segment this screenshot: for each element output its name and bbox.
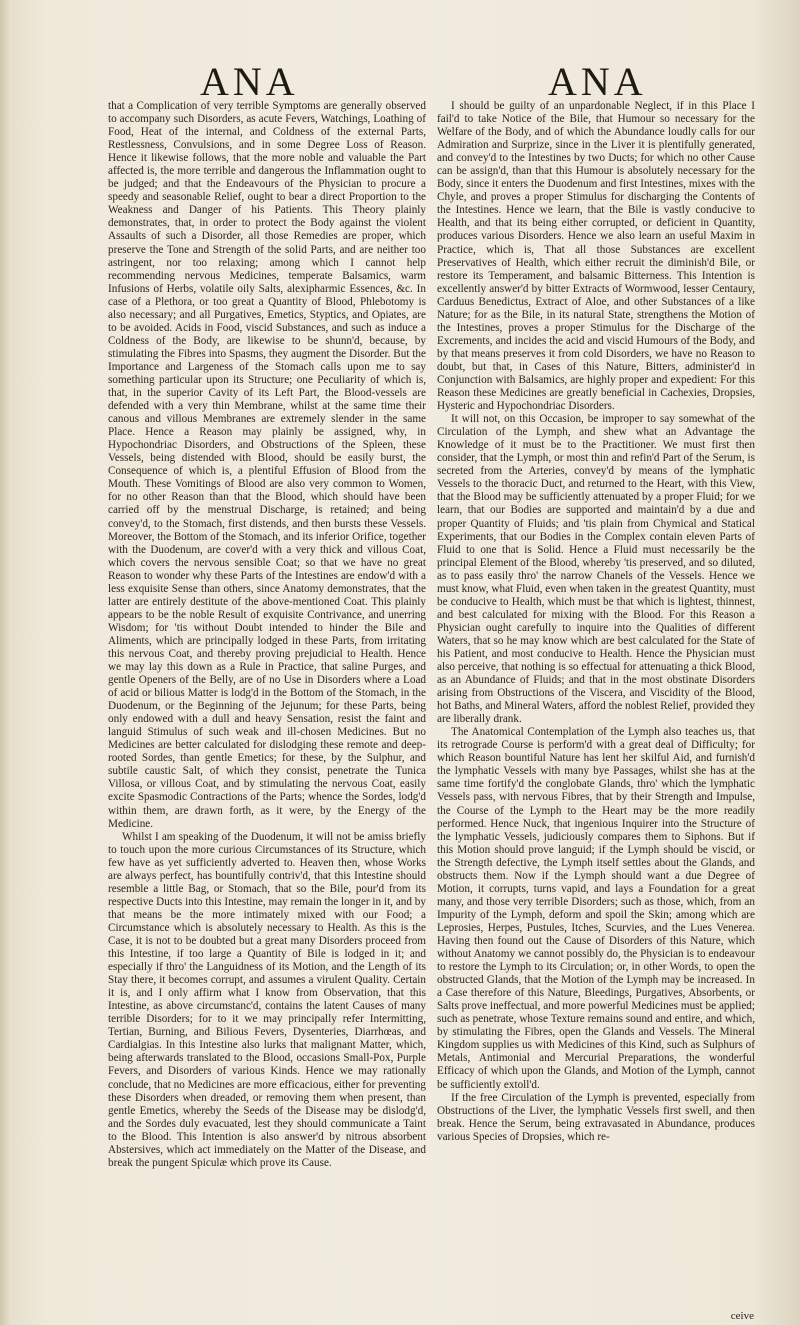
right-paragraph-4: If the free Circulation of the Lymph is prevented, especially from Obstructions of the Liver, the lymphatic Vessels first swell, and then break. Hence the Serum, being extravasated in Abundance, produces various Species of Dropsies, which re- bbox=[437, 1091, 755, 1143]
left-paragraph-2: Whilst I am speaking of the Duodenum, it will not be amiss briefly to touch upon the more curious Circumstances of its Structure, which few have as yet sufficiently adverted to. Heaven then, whose Works are always perfect, has bountifully contriv'd, that this Intestine should resemble a little Bag, or Stomach, that so the Bile, pour'd from its respective Ducts into this Intestine, may remain the longer in it, and by that means be the more intimately mixed with our Food; a Circumstance which is absolutely necessary to Health. As this is the Case, it is not to be doubted but a great many Disorders proceed from this Intestine, if too large a Quantity of Bile is lodged in it; and especially if thro' the Languidness of its Motion, and the Length of its Stay there, it becomes corrupt, and assumes a virulent Quality. Certain it is, and I only affirm what I know from Observation, that this Intestine, as above circumstanc'd, contains the latent Causes of many terrible Disorders; for to it we may principally refer Intermitting, Tertian, Burning, and Bilious Fevers, Dysenteries, Diarrhœas, and Cardialgias. In this Intestine also lurks that malignant Matter, which, being afterwards translated to the Blood, occasions Small-Pox, Purple Fevers, and Disorders of various Kinds. Hence we may rationally conclude, that no Medicines are more efficacious, either for preventing these Disorders when dreaded, or removing them when present, than gentle Emetics, whereby the Seeds of the Disease may be dislodg'd, and the Sordes duly evacuated, lest they should communicate a Taint to the Blood. This Intention is also answer'd by nitrous absorbent Abstersives, which act immediately on the Matter of the Disease, and break the pungent Spiculæ which prove its Cause. bbox=[108, 830, 426, 1169]
catchword: ceive bbox=[730, 1310, 754, 1322]
right-column bbox=[437, 100, 755, 1320]
running-head-right: ANA bbox=[548, 59, 647, 104]
right-paragraph-1: I should be guilty of an unpardonable Neglect, if in this Place I fail'd to take Notice of the Bile, that Humour so necessary for the Welfare of the Body, and of which the Abundance loudly calls for our Admiration and Surprize, since in the Liver it is plentifully generated, and convey'd to the Intestines by two Ducts; for which no other Cause can be assign'd, than that this Humour is absolutely necessary for the Body, since it enters the Duodenum and first Intestines, mixes with the Chyle, and proves a proper Stimulus for discharging the Contents of the Intestines. Hence we learn, that the Bile is vastly conducive to Health, and that its being either corrupted, or deficient in Quantity, produces various Disorders. Hence we also learn an useful Maxim in Practice, which is, That all those Substances are excellent Preservatives of Health, which either recruit the diminish'd Bile, or restore its Temperament, and balsamic Bitterness. This Intention is excellently answer'd by bitter Extracts of Wormwood, lesser Centaury, Carduus Benedictus, Extract of Aloe, and other Substances of a like Nature; for as the Bile, in its natural State, strengthens the Motion of the Intestines, proves a proper Stimulus for the Discharge of the Excrements, and incides the acid and viscid Humours of the Body, and by that means preserves it from cold Disorders, we have no Reason to doubt, but that, in Cases of this Nature, Bitters, administer'd in Conjunction with Balsamics, are highly proper and expedient: For this Reason these Medicines are greatly beneficial in Cachexies, Dropsies, Hysteric and Hypochondriac Disorders. bbox=[437, 100, 755, 413]
right-paragraph-2: It will not, on this Occasion, be improper to say somewhat of the Circulation of the Lymph, and shew what an Advantage the Knowledge of it must be to the Practitioner. We must first then consider, that the Lymph, or most thin and refin'd Part of the Serum, is secreted from the Arteries, convey'd by means of the lymphatic Vessels to the thoracic Duct, and returned to the Heart, with this View, that the Blood may be sufficiently attenuated by a proper Fluid; for we learn, that our Bodies are supported and maintain'd by a due and proper Quantity of Fluids; and 'tis plain from Chymical and Statical Experiments, that our Bodies in the Complex contain eleven Parts of Fluid to one that is Solid. Hence a Fluid must necessarily be the principal Element of the Blood, whereby 'tis preserved, and so diluted, as to pass easily thro' the narrow Chanels of the Vessels. Hence we must know, what Fluid, even when taken in the greatest Quantity, must be conducive to Health, which must be that which is lightest, thinnest, and best calculated for mixing with the Blood. For this Reason a Physician ought carefully to inquire into the Qualities of different Waters, that so he may know which are best calculated for the State of his Patient, and most conducive to Health. Hence the Physician must also perceive, that nothing is so effectual for attenuating a thick Blood, as an Abundance of Fluids; and that in the most obstinate Disorders arising from Obstructions of the Viscera, and Viscidity of the Blood, hot Baths, and Mineral Waters, afford the noblest Relief, provided they are liberally drank. bbox=[437, 413, 755, 726]
running-head-left: ANA bbox=[200, 59, 299, 104]
left-paragraph-1: that a Complication of very terrible Symptoms are generally observed to accompany such Disorders, as acute Fevers, Watchings, Loathing of Food, Heat of the internal, and Coldness of the external Parts, Restlessness, Convulsions, and in some Degree Loss of Reason. Hence it likewise follows, that the more noble and valuable the Part affected is, the more terrible and dangerous the Inflammation ought to be judged; and that the Endeavours of the Physician to procure a speedy and seasonable Relief, ought to bear a direct Proportion to the Weakness and Danger of his Patients. This Theory plainly demonstrates, that, in order to protect the Body against the violent Assaults of such a Disorder, all those Remedies are proper, which preserve the Tone and Strength of the solid Parts, and are neither too astringent, nor too relaxing; among which I cannot help recommending nervous Medicines, temperate Balsamics, warm Infusions of Herbs, volatile oily Salts, alexipharmic Essences, &c. In case of a Plethora, or too great a Quantity of Blood, Phlebotomy is also necessary; and all Purgatives, Emetics, Styptics, and Opiates, are to be avoided. Acids in Food, viscid Substances, and such as induce a Coldness of the Body, are likewise to be shunn'd, because, by stimulating the Fibres into Spasms, they augment the Disorder. But the Importance and Largeness of the Stomach calls upon me to say something particular upon its Structure; one Peculiarity of which is, that, in the superior Cavity of its Left Part, the Blood-vessels are defended with a very thin Membrane, whilst at the same time their canous and villous Membranes are extremely slender in the same Place. Hence a Reason may plainly be assigned, why, in Hypochondriac Disorders, and Obstructions of the Spleen, these Vessels, being distended with Blood, should be easily burst, the Consequence of which is, a plentiful Effusion of Blood from the Mouth. These Vomitings of Blood are also very common to Women, for no other Reason than that the Blood, which should have been carried off by the menstrual Discharge, is retained; and being convey'd, to the Stomach, first distends, and then bursts these Vessels. Moreover, the Bottom of the Stomach, and its inferior Orifice, together with the Duodenum, are cover'd with a very thick and villous Coat, which covers the nervous sensible Coat; so that we have no great Reason to wonder why these Parts of the Intestines are endow'd with a less exquisite Sense than others, since Anatomy demonstrates, that the latter are entirely destitute of the above-mentioned Coat. This plainly appears to be the noble Result of exquisite Contrivance, and unerring Wisdom; for 'tis without Doubt intended to hinder the Bile and Aliments, which are principally lodged in these Parts, from irritating this nervous Coat, and thereby proving prejudicial to Health. Hence we may lay this down as a Rule in Practice, that saline Purges, and gentle Openers of the Belly, are of no Use in Disorders where a Load of acid or bilious Matter is lodg'd in the Bottom of the Stomach, in the Duodenum, or the Beginning of the Jejunum; for these Parts, being only endowed with a dull and heavy Sensation, resist the faint and languid Stimulus of such weak and ill-chosen Medicines. But no Medicines are better calculated for dislodging these remote and deep-rooted Sordes, than gentle Emetics; for these, by the Sulphur, and subtile caustic Salt, of which they consist, penetrate the Tunica Villosa, or villous Coat, and by stimulating the nervous Coat, easily excite Spasmodic Contractions of the Parts; whence the Sordes, lodg'd within them, are drawn forth, as it were, by the Energy of the Medicine. bbox=[108, 100, 426, 830]
page-gutter bbox=[0, 0, 10, 1325]
left-column bbox=[108, 100, 426, 1320]
right-paragraph-3: The Anatomical Contemplation of the Lymph also teaches us, that its retrograde Course is perform'd with a great deal of Difficulty; for which Reason bountiful Nature has lent her skilful Aid, and furnish'd the lymphatic Vessels with many bye Passages, whilst she has at the same time fortify'd the conglobate Glands, thro' which the lymphatic Vessels pass, with nervous Fibres, that by their Strength and Impulse, the Course of the Lymph to the Heart may be the more readily performed. Hence Nuck, that ingenious Inquirer into the Structure of the lymphatic Vessels, judiciously compares them to Siphons. But if this Motion should prove languid; if the Lymph should be viscid, or the Strength defective, the Lymph itself settles about the Glands, and obstructs them. Now if the Lymph should want a due Degree of Motion, it corrupts, turns vapid, and lays a Foundation for a great many, and those very terrible Disorders; such as those, which, from an Impurity of the Lymph, deform and spoil the Skin; among which are Leprosies, Herpes, Pustules, Itches, Scurvies, and the Lues Venerea. Having then found out the Cause of Disorders of this Nature, which without Anatomy we cannot possibly do, the Physician is to endeavour to restore the Lymph to its Circulation; or, in other Words, to open the obstructed Glands, that the Motion of the Lymph may be increased. In a Case therefore of this Nature, Bleedings, Purgatives, Absorbents, or Salts prove ineffectual, and more powerful Medicines must be applied; such as penetrate, whose Texture remains sound and entire, and which, by stimulating the Fibres, open the Glands and Vessels. The Mineral Kingdom supplies us with Medicines of this Kind, such as Sulphurs of Metals, Antimonial and Mercurial Preparations, the wonderful Efficacy of which upon the Glands, and Motion of the Lymph, cannot be sufficiently extoll'd. bbox=[437, 726, 755, 1091]
